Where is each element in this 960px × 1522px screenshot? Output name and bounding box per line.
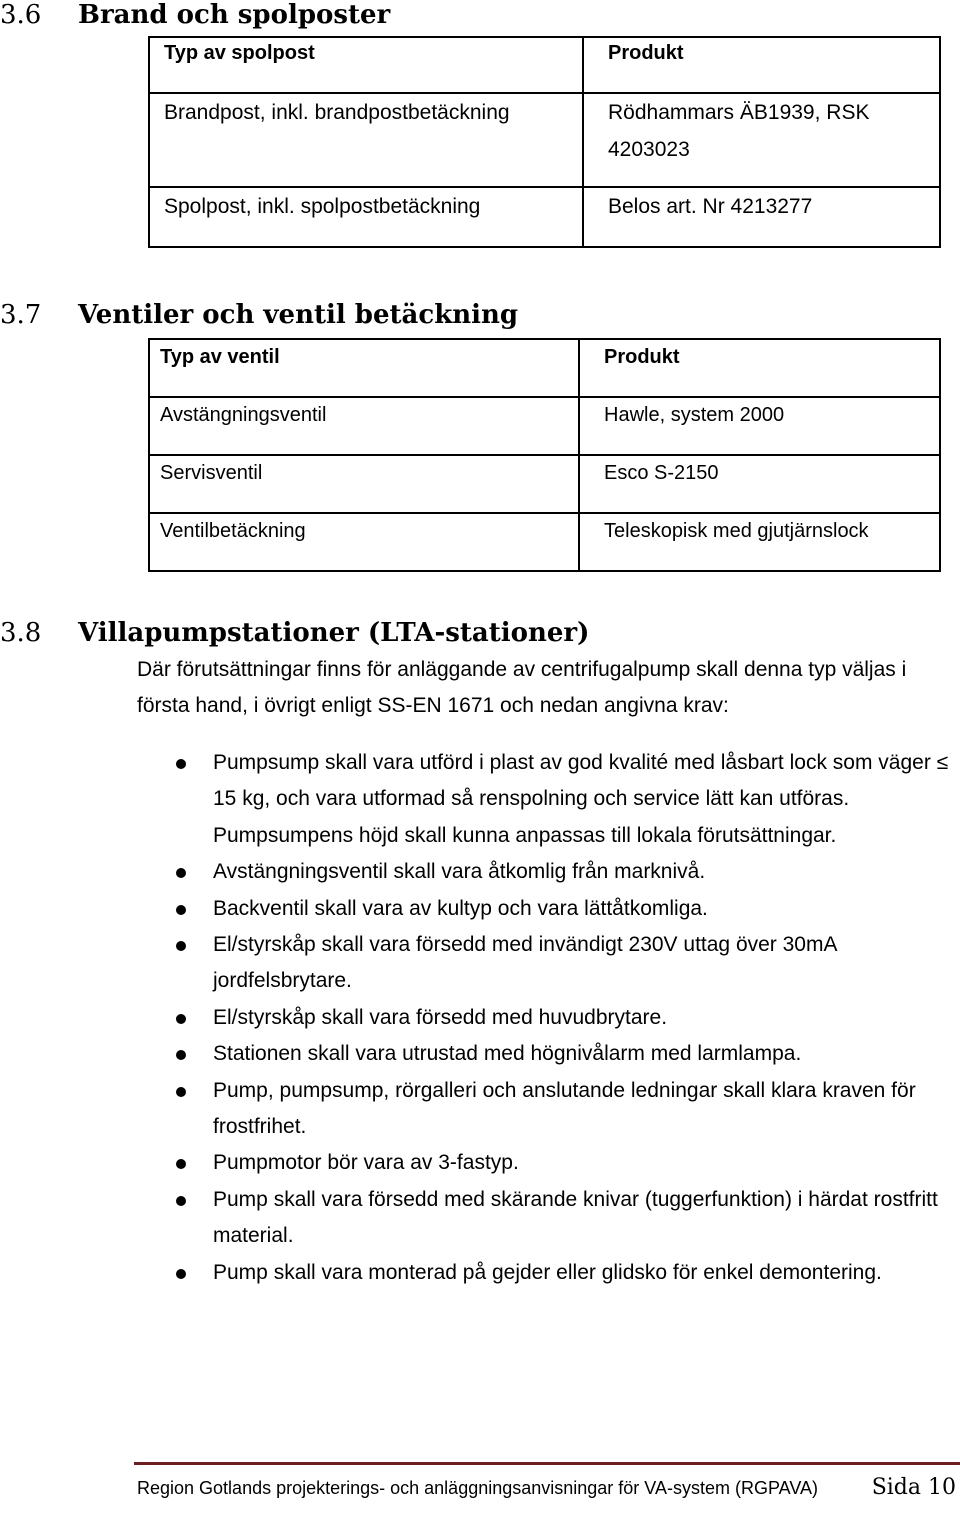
table-cell: Teleskopisk med gjutjärnslock (579, 513, 940, 571)
table-row (149, 397, 940, 455)
table-cell: Esco S-2150 (579, 455, 940, 513)
table-row (149, 93, 940, 187)
section-number: 3.7 (0, 300, 42, 330)
table-row (149, 455, 940, 513)
table-cell: Brandpost, inkl. brandpostbetäckning (149, 93, 583, 187)
table-spolposter (148, 36, 941, 248)
section-title: Brand och spolposter (78, 0, 391, 30)
section-number: 3.6 (0, 0, 42, 30)
table-cell: Spolpost, inkl. spolpostbetäckning (149, 187, 583, 247)
header-cell: Produkt (583, 37, 940, 93)
list-item: Avstängningsventil skall vara åtkomlig från marknivå. (176, 854, 960, 890)
intro-paragraph: Där förutsättningar finns för anläggande av centrifugalpump skall denna typ väljas i första hand, i övrigt enligt SS-EN 1671 och nedan angivna krav: (137, 658, 907, 717)
page-number: Sida 10 (871, 1475, 956, 1500)
list-item: El/styrskåp skall vara försedd med invändigt 230V uttag över 30mA jordfelsbrytare. (176, 927, 960, 1000)
table-cell: Rödhammars ÄB1939, RSK 4203023 (583, 93, 940, 187)
list-item: Backventil skall vara av kultyp och vara lättåtkomliga. (176, 891, 960, 927)
table-cell: Hawle, system 2000 (579, 397, 940, 455)
list-item: Pump skall vara försedd med skärande knivar (tuggerfunktion) i härdat rostfritt material. (176, 1182, 960, 1255)
section-title: Ventiler och ventil betäckning (78, 300, 519, 330)
list-item: El/styrskåp skall vara försedd med huvudbrytare. (176, 1000, 960, 1036)
section-heading-3-7 (0, 300, 518, 330)
table-row (149, 187, 940, 247)
table-row (149, 513, 940, 571)
section-title: Villapumpstationer (LTA-stationer) (78, 618, 590, 648)
table-header-row (149, 339, 940, 397)
list-item: Stationen skall vara utrustad med högnivålarm med larmlampa. (176, 1036, 960, 1072)
list-item: Pump skall vara monterad på gejder eller glidsko för enkel demontering. (176, 1255, 960, 1291)
section-heading-3-6 (0, 0, 390, 30)
header-cell: Typ av spolpost (149, 37, 583, 93)
table-ventiler (148, 338, 941, 572)
section-number: 3.8 (0, 618, 42, 648)
table-cell: Ventilbetäckning (149, 513, 579, 571)
list-item: Pump, pumpsump, rörgalleri och anslutande ledningar skall klara kraven för frostfrihet. (176, 1073, 960, 1146)
list-item: Pumpsump skall vara utförd i plast av god kvalité med låsbart lock som väger ≤ 15 kg, och vara utformad så renspolning och service lätt kan utföras. Pumpsumpens höjd skall kunna anpassas till lokala förutsättningar. (176, 745, 960, 854)
table-cell: Servisventil (149, 455, 579, 513)
header-cell: Produkt (579, 339, 940, 397)
table-cell: Avstängningsventil (149, 397, 579, 455)
list-item: Pumpmotor bör vara av 3-fastyp. (176, 1145, 960, 1181)
footer-text: Region Gotlands projekterings- och anläggningsanvisningar för VA-system (RGPAVA) (137, 1478, 818, 1498)
header-cell: Typ av ventil (149, 339, 579, 397)
footer-divider (134, 1462, 960, 1465)
section-heading-3-8 (0, 618, 589, 648)
table-cell: Belos art. Nr 4213277 (583, 187, 940, 247)
table-header-row (149, 37, 940, 93)
requirements-list (176, 745, 960, 1291)
